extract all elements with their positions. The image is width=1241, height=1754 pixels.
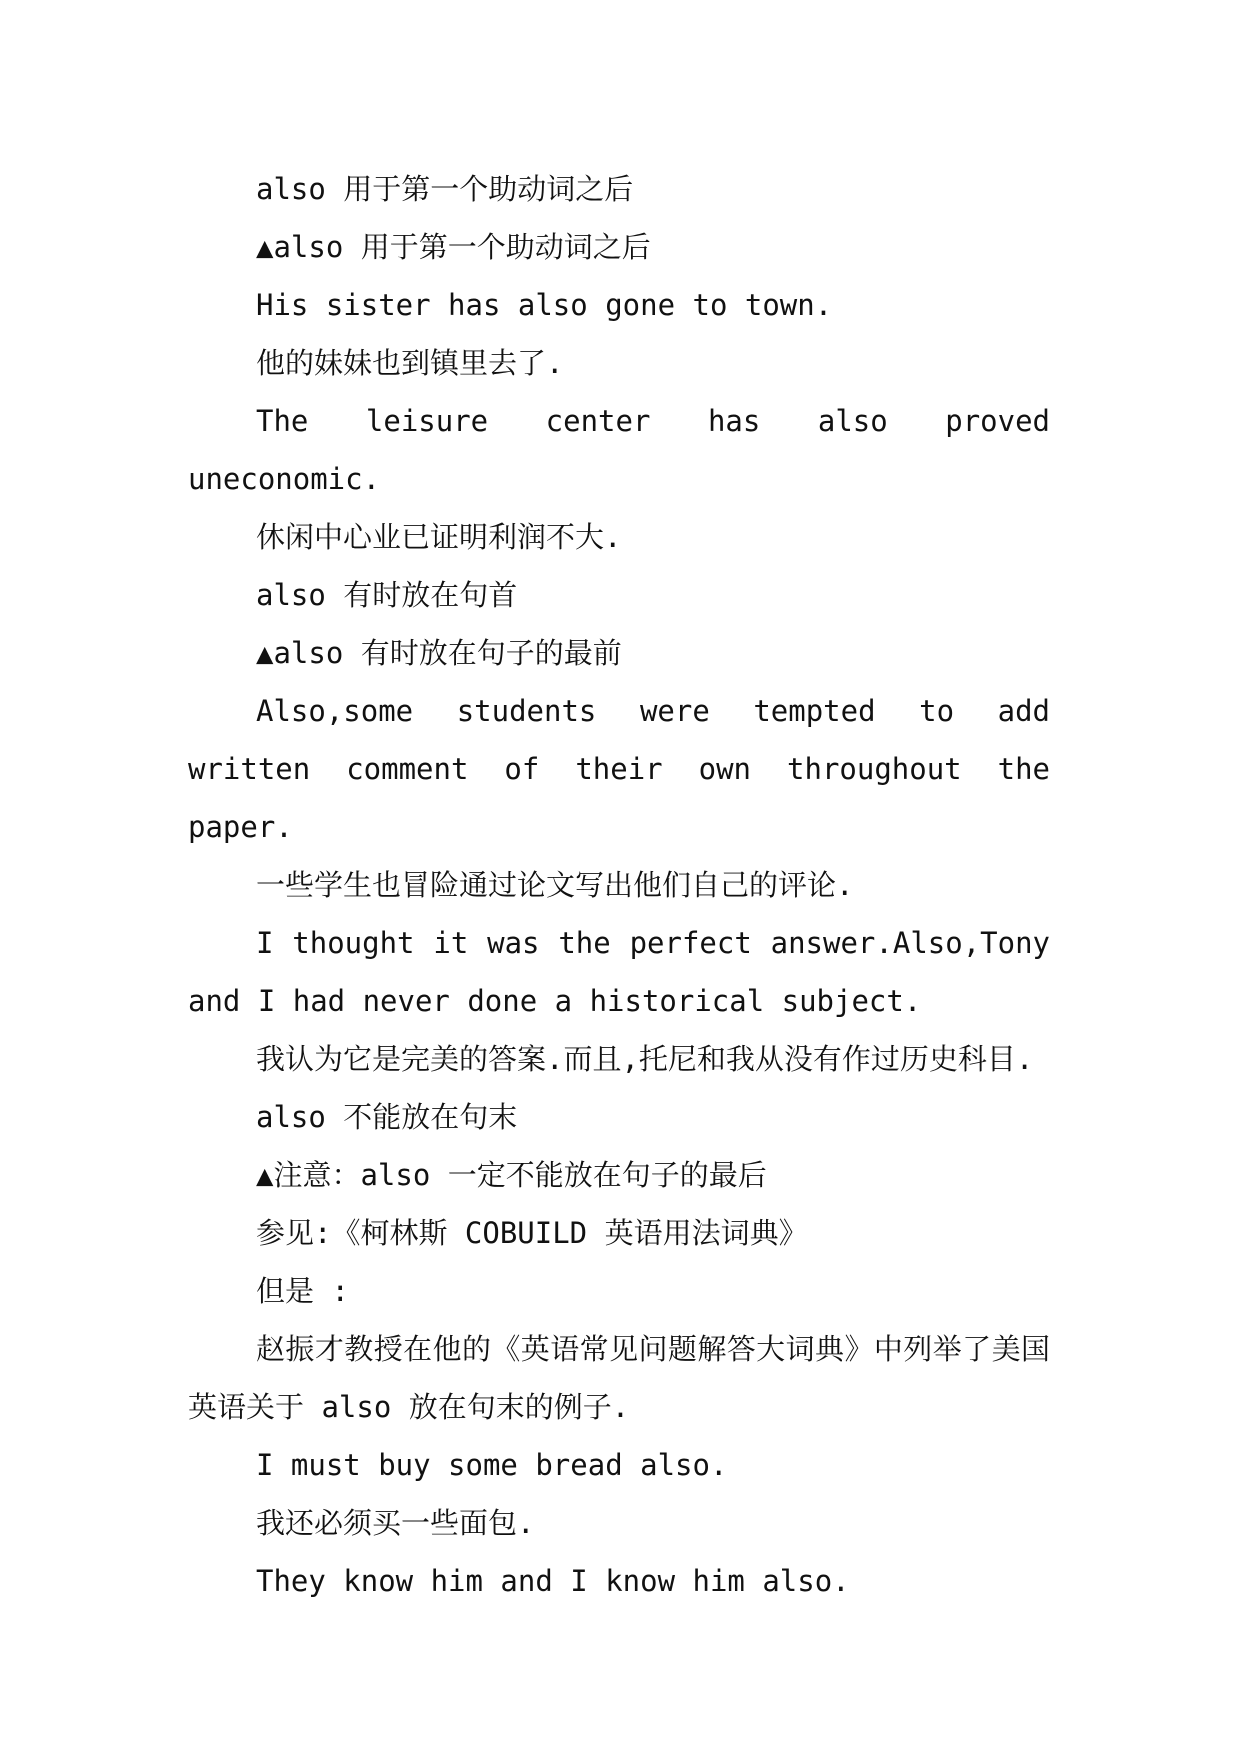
paragraph: also 有时放在句首 xyxy=(256,578,518,612)
paragraph: ▲注意：also 一定不能放在句子的最后 xyxy=(256,1158,767,1192)
paragraph: 他的妹妹也到镇里去了. xyxy=(256,346,564,380)
paragraph: 但是 : xyxy=(256,1274,349,1308)
paragraph: 参见:《柯林斯 COBUILD 英语用法词典》 xyxy=(256,1216,808,1250)
paragraph: 我认为它是完美的答案.而且,托尼和我从没有作过历史科目. xyxy=(256,1042,1034,1076)
paragraph: 我还必须买一些面包. xyxy=(256,1506,535,1540)
paragraph: 赵振才教授在他的《英语常见问题解答大词典》中列举了美国英语关于 also 放在句末的例子. xyxy=(188,1332,1050,1424)
paragraph: I must buy some bread also. xyxy=(256,1448,728,1482)
paragraph: ▲also 有时放在句子的最前 xyxy=(256,636,622,670)
paragraph: also 不能放在句末 xyxy=(256,1100,518,1134)
paragraph: 一些学生也冒险通过论文写出他们自己的评论. xyxy=(256,868,854,902)
paragraph: The leisure center has also proved uneconomic. xyxy=(188,404,1050,496)
paragraph: His sister has also gone to town. xyxy=(256,288,833,322)
paragraph: ▲also 用于第一个助动词之后 xyxy=(256,230,651,264)
paragraph: Also,some students were tempted to add written comment of their own throughout the paper. xyxy=(188,694,1050,844)
paragraph: They know him and I know him also. xyxy=(256,1564,850,1598)
paragraph: also 用于第一个助动词之后 xyxy=(256,172,634,206)
paragraph: I thought it was the perfect answer.Also,Tony and I had never done a historical subject. xyxy=(188,926,1050,1018)
document-body xyxy=(188,160,1050,1610)
paragraph: 休闲中心业已证明利润不大. xyxy=(256,520,622,554)
